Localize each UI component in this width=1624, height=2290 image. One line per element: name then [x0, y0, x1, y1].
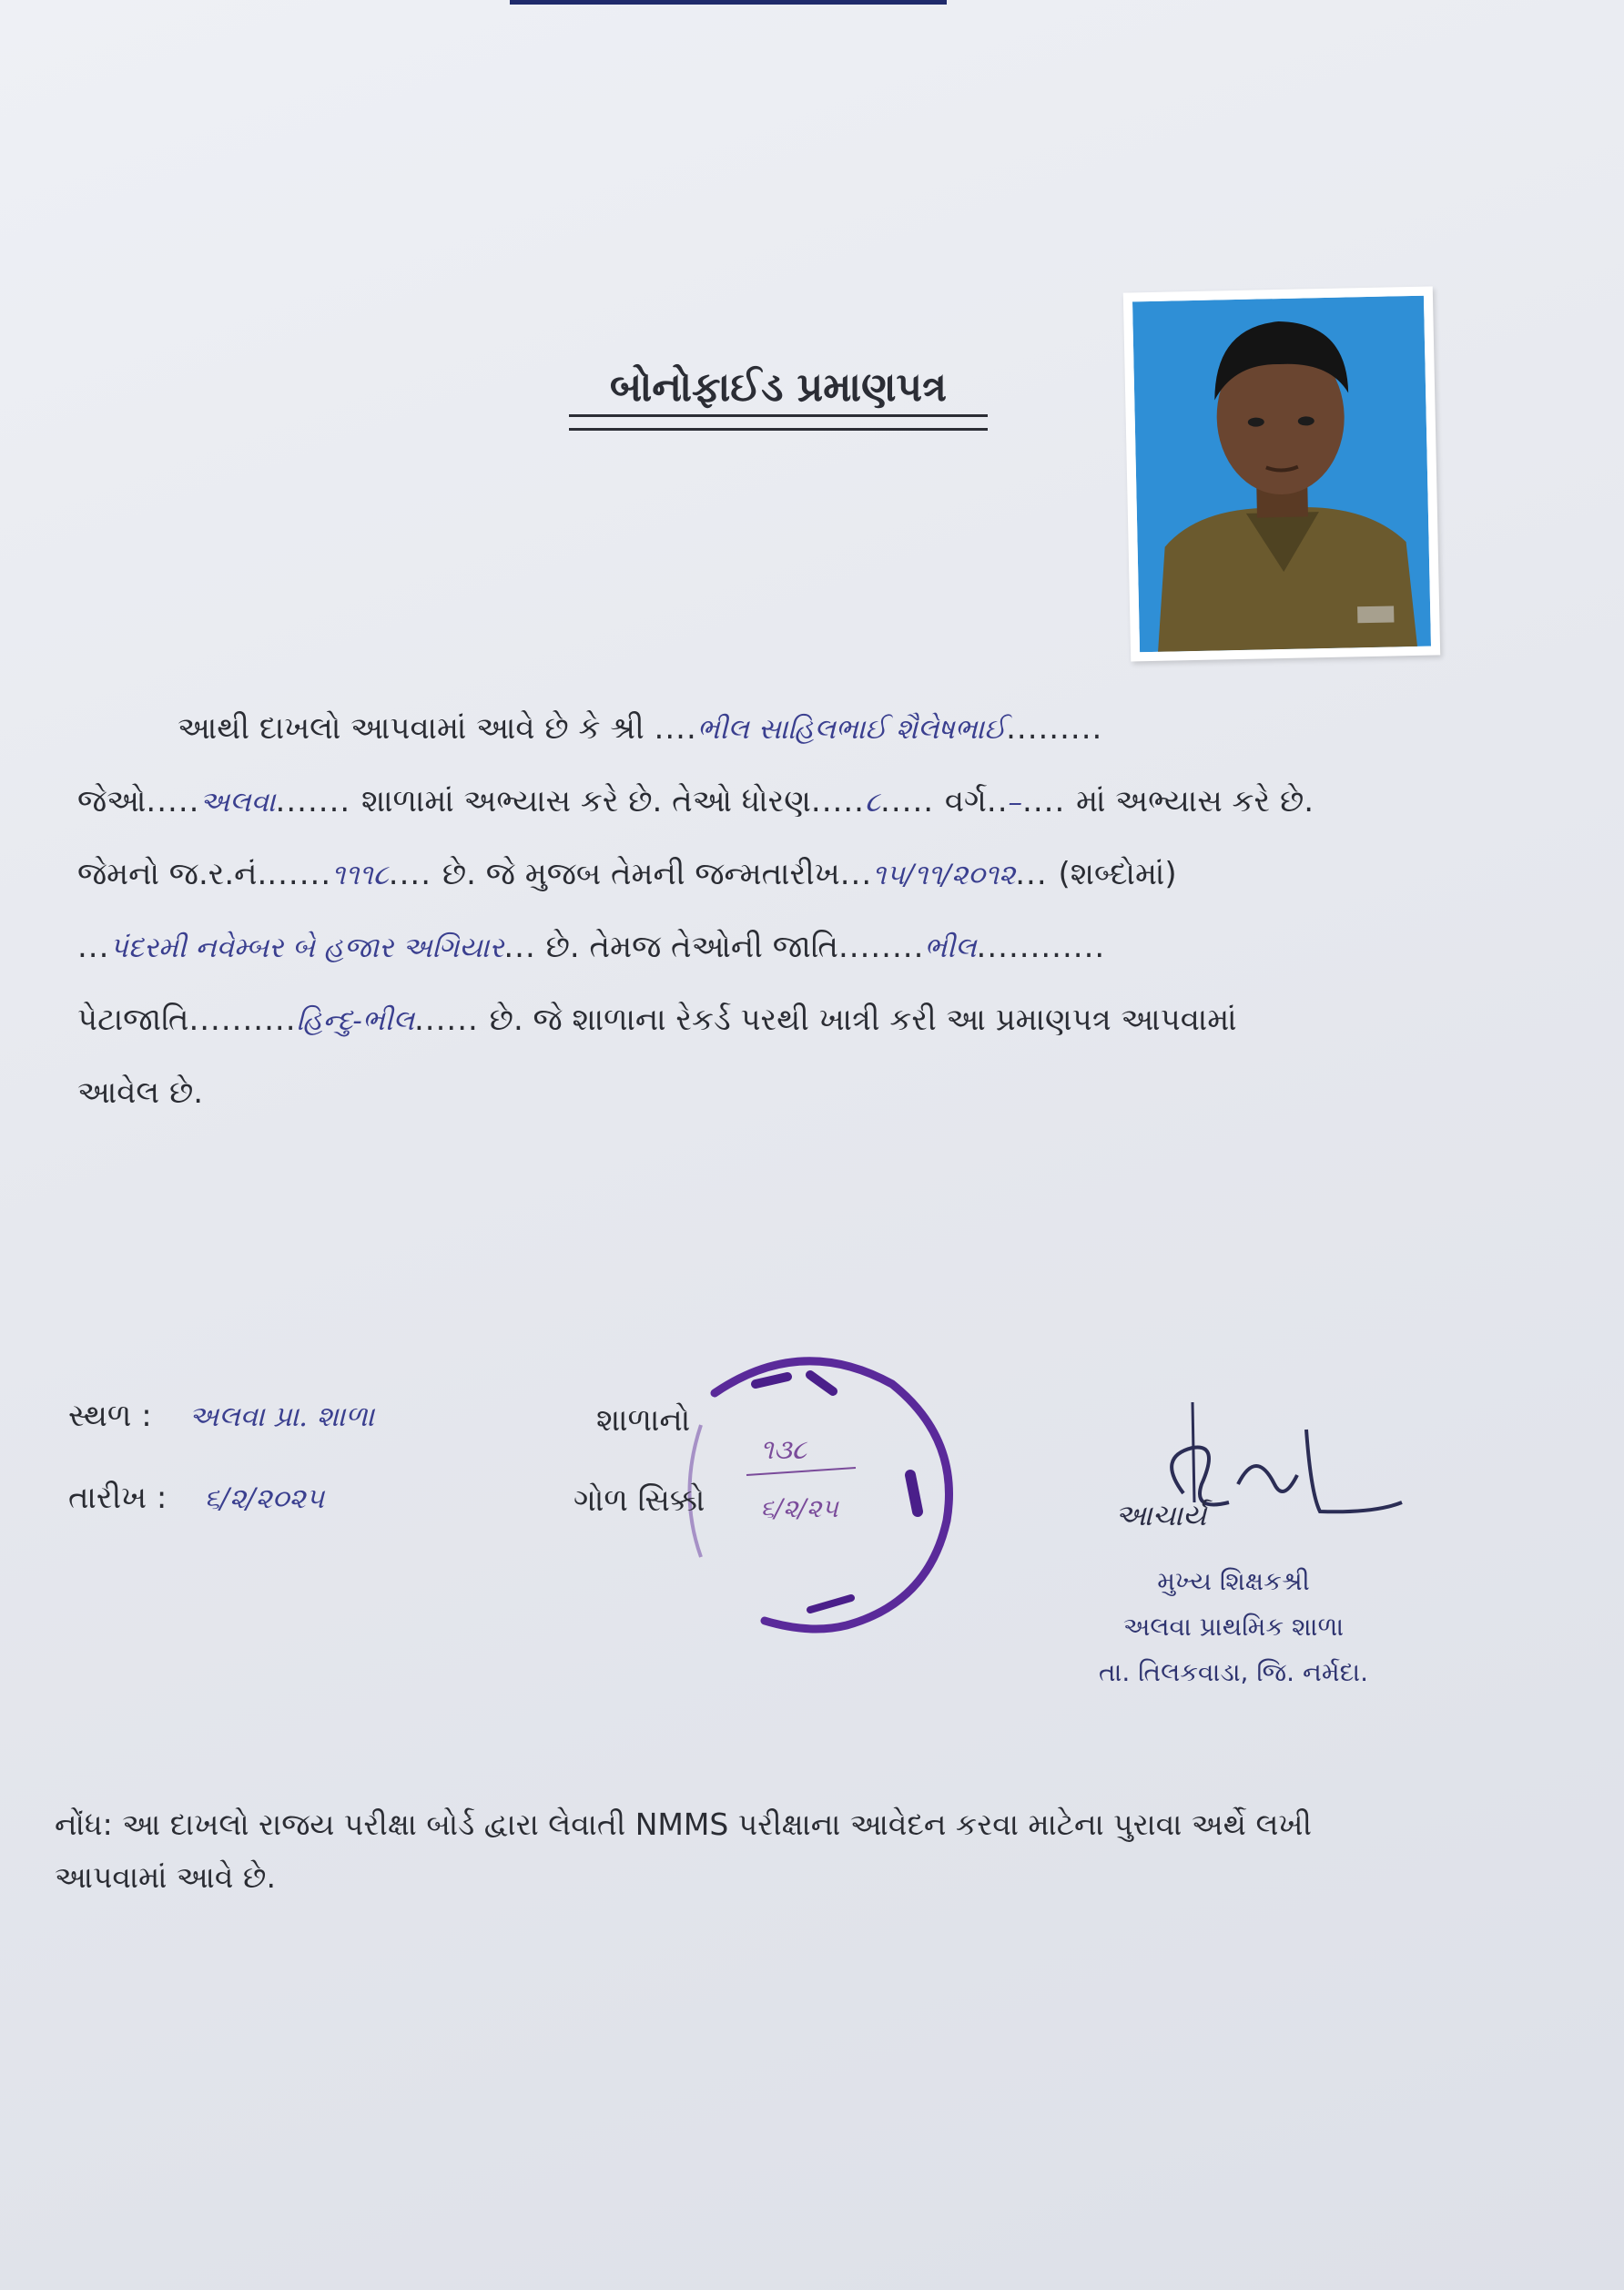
text-jeo: જેઓ: [77, 783, 147, 819]
text-birthdate: છે. જે મુજબ તેમની જન્મતારીખ: [442, 856, 840, 892]
signature-label: આચાર્ય: [1115, 1498, 1207, 1532]
date-label: તારીખ :: [68, 1480, 167, 1516]
date-row: [68, 1480, 324, 1516]
date-value: ૬/૨/૨૦૨૫: [204, 1482, 325, 1515]
seal-label-round: ગોળ સિક્કો: [573, 1482, 705, 1519]
intro-text: આથી દાખલો આપવામાં આવે છે કે શ્રી: [178, 710, 645, 747]
footnote: નોંધ: આ દાખલો રાજય પરીક્ષા બોર્ડ દ્વારા લેવાતી NMMS પરીક્ષાના આવેદન કરવા માટેના પુરાવા અર્થે લખી આપવામાં આવે છે.: [55, 1807, 1312, 1895]
stamp-date: ૬/૨/૨૫: [760, 1493, 838, 1523]
subcaste-field: હિન્દુ-ભીલ: [296, 1004, 414, 1037]
division-field: –: [1008, 786, 1023, 819]
dob-words-field: પંદરમી નવેમ્બર બે હજાર અગિયાર: [109, 931, 504, 964]
text-study-end: માં અભ્યાસ કરે છે.: [1076, 783, 1314, 819]
text-caste: છે. તેમજ તેઓની જાતિ: [545, 929, 838, 965]
body-line-3: જેમનો જ.ર.નં.......૧૧૧૮.... છે. જે મુજબ તેમની જન્મતારીખ...૧૫/૧૧/૨૦૧૨... (શબ્દોમાં): [77, 856, 1177, 892]
text-subcaste: પેટાજાતિ: [77, 1002, 189, 1038]
body-line-1: આથી દાખલો આપવામાં આવે છે કે શ્રી ....ભીલ સાહિલભાઈ શૈલેષભાઈ.........: [178, 710, 1103, 747]
body-line-4: ...પંદરમી નવેમ્બર બે હજાર અગિયાર... છે. તેમજ તેઓની જાતિ........ભીલ............: [77, 929, 1106, 965]
school-village-field: અલવા: [199, 786, 276, 819]
text-in-words: (શબ્દોમાં): [1058, 856, 1177, 892]
body-line-6: આવેલ છે.: [77, 1074, 204, 1111]
stamp-number: ૧૩૮: [760, 1434, 807, 1466]
body-line-5: પેટાજાતિ..........હિન્દુ-ભીલ...... છે. જે શાળાના રેકર્ડ પરથી ખાત્રી કરી આ પ્રમાણપત્ર આપવામાં: [77, 1002, 1237, 1038]
text-record-verified: છે. જે શાળાના રેકર્ડ પરથી ખાત્રી કરી આ પ્રમાણપત્ર આપવામાં: [489, 1002, 1237, 1038]
gr-number-field: ૧૧૧૮: [331, 859, 389, 891]
head-teacher-block: [1065, 1559, 1402, 1695]
text-class: વર્ગ: [944, 783, 987, 819]
place-row: [68, 1398, 374, 1434]
caste-field: ભીલ: [924, 931, 977, 964]
top-edge-strip: [510, 0, 947, 5]
standard-field: ૮: [864, 786, 881, 819]
student-photo: [1123, 286, 1440, 661]
place-label: સ્થળ :: [68, 1398, 152, 1434]
certificate-title: બોનોફાઈડ પ્રમાણપત્ર: [569, 364, 988, 417]
text-school-study: શાળામાં અભ્યાસ કરે છે. તેઓ ધોરણ: [361, 783, 811, 819]
title-double-underline: [569, 428, 988, 431]
student-name-field: ભીલ સાહિલભાઈ શૈલેષભાઈ: [696, 713, 1007, 746]
seal-label-school: શાળાનો: [596, 1402, 691, 1439]
student-portrait-image: [1132, 296, 1431, 653]
head-teacher-title: મુખ્ય શિક્ષકશ્રી: [1157, 1566, 1310, 1596]
body-line-2: જેઓ.....અલવા....... શાળામાં અભ્યાસ કરે છે. તેઓ ધોરણ.....૮..... વર્ગ..–.... માં અભ્યાસ કરે છે.: [77, 783, 1314, 819]
dob-field: ૧૫/૧૧/૨૦૧૨: [872, 859, 1016, 891]
school-name: અલવા પ્રાથમિક શાળા: [1122, 1612, 1345, 1642]
school-address: તા. તિલકવાડા, જિ. નર્મદા.: [1098, 1657, 1369, 1687]
text-gr-no: જેમનો જ.ર.નં.: [77, 856, 268, 892]
place-value: અલવા પ્રા. શાળા: [188, 1400, 375, 1433]
